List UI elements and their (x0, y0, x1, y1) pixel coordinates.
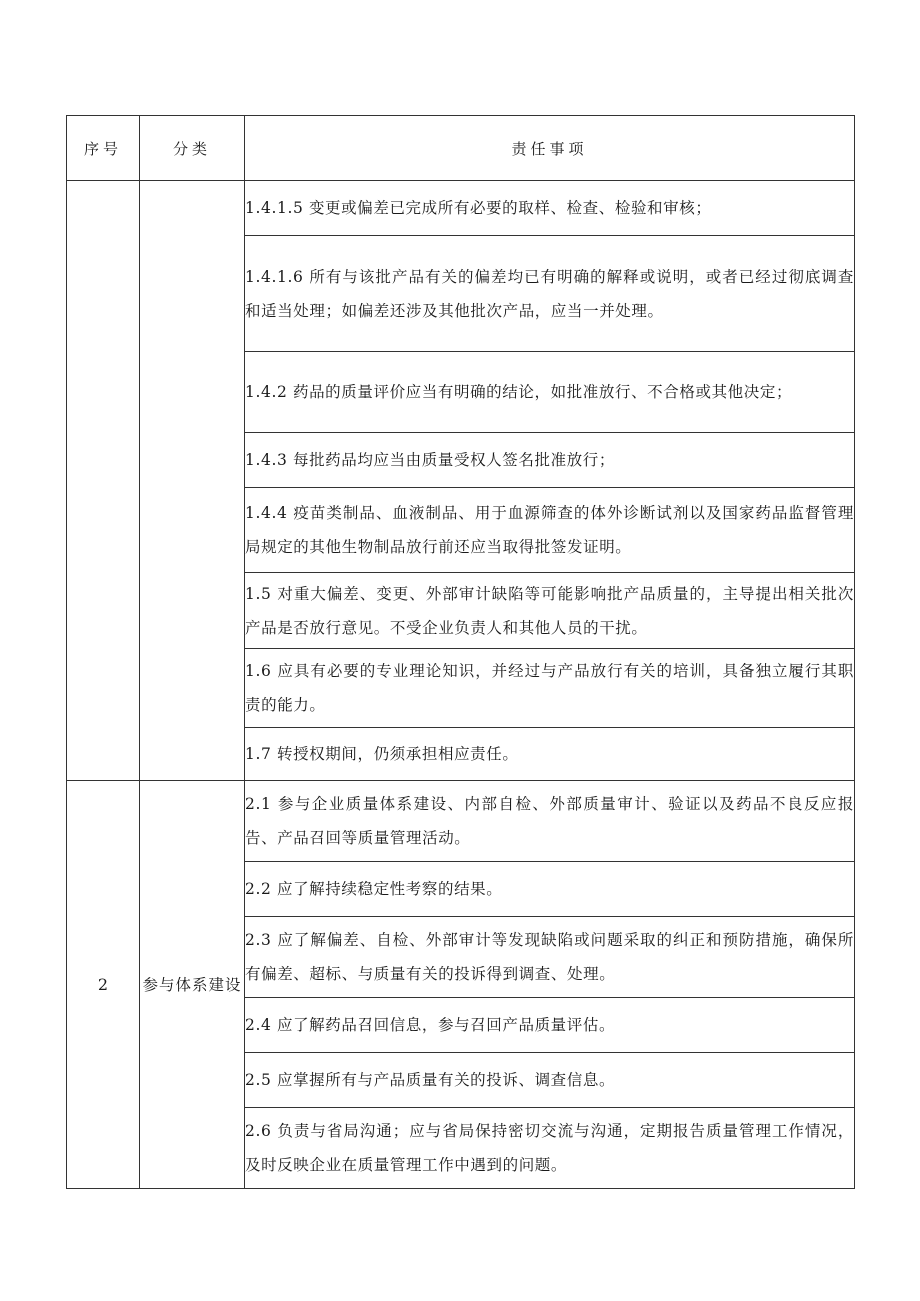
group2-index: 2 (67, 781, 140, 1189)
group1-item-1-4-3: 1.4.3 每批药品均应当由质量受权人签名批准放行； (245, 433, 855, 488)
group2-item-2-1: 2.1 参与企业质量体系建设、内部自检、外部质量审计、验证以及药品不良反应报告、产品召回等质量管理活动。 (245, 781, 855, 862)
header-index: 序号 (67, 116, 140, 181)
group2-item-2-3: 2.3 应了解偏差、自检、外部审计等发现缺陷或问题采取的纠正和预防措施，确保所有偏差、超标、与质量有关的投诉得到调查、处理。 (245, 917, 855, 998)
group2-category: 参与体系建设 (140, 781, 245, 1189)
header-row (67, 116, 855, 181)
responsibility-table (66, 115, 855, 1189)
header-category: 分类 (140, 116, 245, 181)
table-row (67, 781, 855, 862)
table-row (67, 181, 855, 236)
group2-item-2-5: 2.5 应掌握所有与产品质量有关的投诉、调查信息。 (245, 1053, 855, 1108)
group1-item-1-6: 1.6 应具有必要的专业理论知识，并经过与产品放行有关的培训，具备独立履行其职责的能力。 (245, 649, 855, 728)
group2-item-2-6: 2.6 负责与省局沟通；应与省局保持密切交流与沟通，定期报告质量管理工作情况，及时反映企业在质量管理工作中遇到的问题。 (245, 1108, 855, 1189)
group2-item-2-2: 2.2 应了解持续稳定性考察的结果。 (245, 862, 855, 917)
group2-item-2-4: 2.4 应了解药品召回信息，参与召回产品质量评估。 (245, 998, 855, 1053)
group1-index (67, 181, 140, 781)
group1-item-1-4-1-5: 1.4.1.5 变更或偏差已完成所有必要的取样、检查、检验和审核； (245, 181, 855, 236)
group1-item-1-4-1-6: 1.4.1.6 所有与该批产品有关的偏差均已有明确的解释或说明，或者已经过彻底调查和适当处理；如偏差还涉及其他批次产品，应当一并处理。 (245, 236, 855, 352)
group1-item-1-5: 1.5 对重大偏差、变更、外部审计缺陷等可能影响批产品质量的，主导提出相关批次产品是否放行意见。不受企业负责人和其他人员的干扰。 (245, 573, 855, 649)
group1-item-1-4-4: 1.4.4 疫苗类制品、血液制品、用于血源筛查的体外诊断试剂以及国家药品监督管理局规定的其他生物制品放行前还应当取得批签发证明。 (245, 488, 855, 573)
group1-item-1-4-2: 1.4.2 药品的质量评价应当有明确的结论，如批准放行、不合格或其他决定； (245, 352, 855, 433)
group1-category (140, 181, 245, 781)
group1-item-1-7: 1.7 转授权期间，仍须承担相应责任。 (245, 728, 855, 781)
header-responsibility: 责任事项 (245, 116, 855, 181)
